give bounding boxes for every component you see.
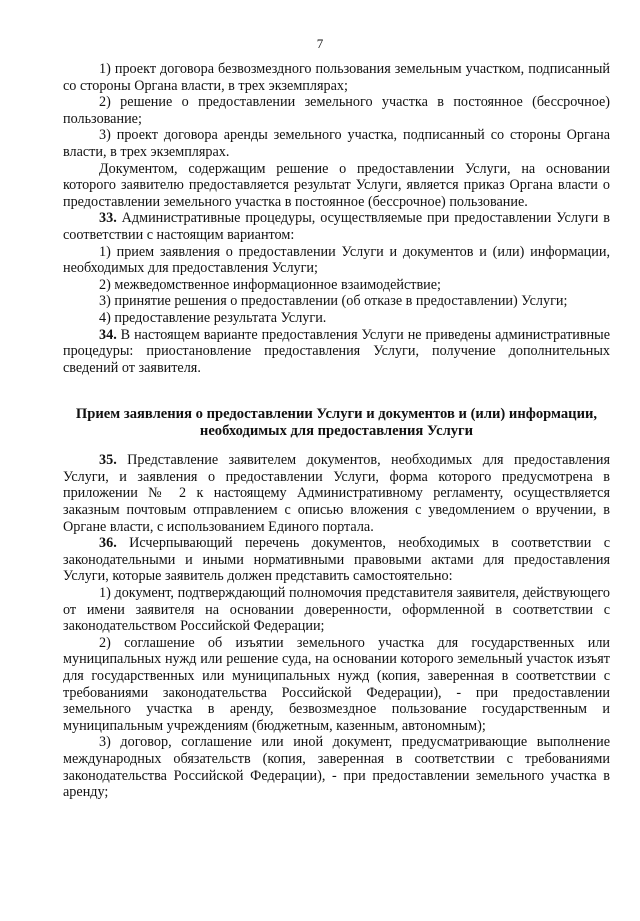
paragraph — [63, 635, 610, 735]
paragraph-text: 2) соглашение об изъятии земельного участка для государственных или муниципальных нужд или решение суда, на основании которого земельный участок изъят для государственных или муниципальных нужд (копия, заверенная в соответствии с требованиями законодательства Российской Федерации), - при предоставлении земельного участка в аренду, безвозмездное пользование государственным и муниципальным учреждениям (бюджетным, казенным, автономным); — [63, 634, 610, 734]
document-body — [63, 61, 610, 801]
paragraph — [63, 535, 610, 585]
paragraph-text: 2) межведомственное информационное взаимодействие; — [99, 276, 441, 293]
paragraph — [63, 277, 610, 294]
paragraph-number: 35. — [99, 452, 117, 469]
paragraph-text: 2) решение о предоставлении земельного участка в постоянное (бессрочное) пользование; — [63, 94, 610, 127]
section-bottom — [63, 452, 610, 800]
paragraph-number: 33. — [99, 210, 117, 227]
paragraph — [63, 310, 610, 327]
page-number: 7 — [316, 36, 324, 51]
paragraph — [63, 293, 610, 310]
paragraph-text: Представление заявителем документов, необходимых для предоставления Услуги, и заявления о предоставлении Услуги, форма которого предусмотрена в приложении № 2 к настоящему Административному регламенту, осуществляется заказным почтовым отправлением с описью вложения с уведомлением о вручении, в Органе власти, с использованием Единого портала. — [63, 452, 610, 535]
section-heading: Прием заявления о предоставлении Услуги и документов и (или) информации, необходимых для предоставления Услуги — [75, 406, 598, 440]
paragraph-text: Исчерпывающий перечень документов, необходимых в соответствии с законодательными и иными нормативными правовыми актами для предоставления Услуги, которые заявитель должен представить самостоятельно: — [63, 535, 610, 585]
paragraph — [63, 210, 610, 243]
paragraph — [63, 244, 610, 277]
paragraph — [63, 127, 610, 160]
paragraph-text: 1) документ, подтверждающий полномочия представителя заявителя, действующего от имени заявителя на основании доверенности, оформленной в соответствии с законодательством Российской Федерации; — [63, 585, 610, 635]
paragraph — [63, 452, 610, 535]
paragraph-text: 3) проект договора аренды земельного участка, подписанный со стороны Органа власти, в трех экземплярах. — [63, 127, 610, 160]
paragraph-text: В настоящем варианте предоставления Услуги не приведены административные процедуры: приостановление предоставления Услуги, получение дополнительных сведений от заявителя. — [63, 326, 610, 376]
paragraph-text: 1) прием заявления о предоставлении Услуги и документов и (или) информации, необходимых для предоставления Услуги; — [63, 243, 610, 277]
paragraph — [63, 94, 610, 127]
paragraph-text: Административные процедуры, осуществляемые при предоставлении Услуги в соответствии с настоящим вариантом: — [63, 210, 610, 243]
paragraph-text: 3) принятие решения о предоставлении (об отказе в предоставлении) Услуги; — [99, 293, 568, 310]
paragraph — [63, 327, 610, 377]
paragraph — [63, 161, 610, 211]
paragraph-text: 4) предоставление результата Услуги. — [99, 309, 327, 326]
paragraph-text: Документом, содержащим решение о предоставлении Услуги, на основании которого заявителю предоставляется результат Услуги, является приказ Органа власти о предоставлении земельного участка в постоянное (бессрочное) пользование. — [63, 160, 610, 210]
paragraph — [63, 585, 610, 635]
paragraph-number: 36. — [99, 535, 117, 552]
paragraph — [63, 61, 610, 94]
paragraph — [63, 734, 610, 800]
paragraph-text: 1) проект договора безвозмездного пользования земельным участком, подписанный со стороны Органа власти, в трех экземплярах; — [63, 61, 610, 94]
paragraph-text: 3) договор, соглашение или иной документ, предусматривающие выполнение международных обязательств (копия, заверенная в соответствии с требованиями законодательства Российской Федерации), - при предоставлении земельного участка в аренду; — [63, 734, 610, 801]
section-top — [63, 61, 610, 376]
paragraph-number: 34. — [99, 326, 117, 343]
